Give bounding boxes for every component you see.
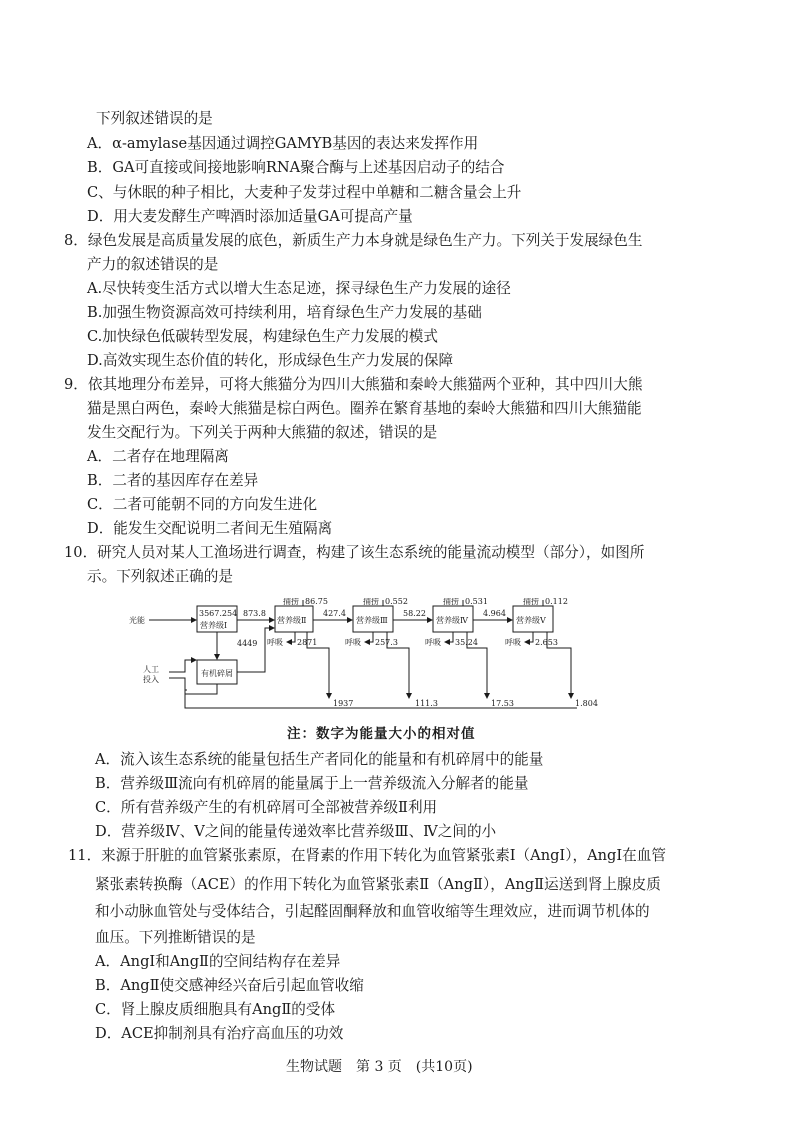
- catch-2-label: 捕捞: [283, 598, 299, 606]
- q9-option-a: A．二者存在地理隔离: [87, 448, 229, 465]
- flow-2-3-value: 427.4: [323, 609, 346, 618]
- q10-stem-line1: 10．研究人员对某人工渔场进行调查，构建了该生态系统的能量流动模型（部分），如图所: [64, 544, 645, 561]
- resp-3-value: 257.3: [375, 638, 398, 647]
- q8-stem-line2: 产力的叙述错误的是: [87, 256, 219, 273]
- resp-3-label: 呼吸: [345, 638, 361, 647]
- catch-4-label: 捕捞: [443, 598, 459, 606]
- input-label-2: 投入: [143, 675, 159, 684]
- q8-option-b: B.加强生物资源高效可持续利用，培育绿色生产力发展的基础: [87, 304, 482, 321]
- det-2-value: 1937: [333, 699, 354, 708]
- input-label-1: 人工: [143, 665, 159, 674]
- input-lower-line: [169, 678, 187, 690]
- resp-2-arrow: [287, 632, 295, 642]
- detritus-to-2-value: 4449: [237, 639, 258, 648]
- q11-stem-line3: 和小动脉血管处与受体结合，引起醛固酮释放和血管收缩等生理效应，进而调节机体的: [95, 903, 650, 920]
- q11-stem-line2: 紧张素转换酶（ACE）的作用下转化为血管紧张素Ⅱ（AngⅡ），AngⅡ运送到肾上腺皮质: [95, 876, 661, 893]
- q9-option-c: C．二者可能朝不同的方向发生进化: [87, 496, 318, 513]
- det-4-value: 17.53: [491, 699, 514, 708]
- q11-option-b: B．AngⅡ使交感神经兴奋后引起血管收缩: [95, 977, 364, 994]
- l1-value: 3567.254: [199, 609, 238, 618]
- q9-option-b: B．二者的基因库存在差异: [87, 472, 259, 489]
- resp-4-label: 呼吸: [425, 638, 441, 647]
- resp-2-label: 呼吸: [267, 638, 283, 647]
- q9-option-d: D．能发生交配说明二者间无生殖隔离: [87, 520, 333, 537]
- det-3-value: 111.3: [415, 699, 438, 708]
- resp-5-label: 呼吸: [505, 638, 521, 647]
- q9-stem-line3: 发生交配行为。下列关于两种大熊猫的叙述，错误的是: [87, 424, 438, 441]
- detritus-loop-line: [185, 684, 217, 694]
- q10-option-c: C．所有营养级产生的有机碎屑可全部被营养级Ⅱ利用: [95, 799, 438, 816]
- input-to-detritus-arrow: [169, 660, 196, 672]
- q7-option-d: D．用大麦发酵生产啤酒时添加适量GA可提高产量: [87, 208, 413, 225]
- q8-option-a: A.尽快转变生活方式以增大生态足迹，探寻绿色生产力发展的途径: [87, 280, 511, 297]
- l3-name: 营养级Ⅲ: [356, 616, 388, 625]
- q7-stem: 下列叙述错误的是: [96, 110, 213, 127]
- q10-option-a: A．流入该生态系统的能量包括生产者同化的能量和有机碎屑中的能量: [95, 751, 544, 768]
- q11-stem-line4: 血压。下列推断错误的是: [95, 929, 256, 946]
- energy-flow-svg: [125, 598, 615, 716]
- diagram-caption: 注：数字为能量大小的相对值: [287, 726, 476, 742]
- det-5-value: 1.804: [575, 699, 598, 708]
- catch-4-value: 0.531: [465, 598, 488, 606]
- q10-option-d: D．营养级Ⅳ、Ⅴ之间的能量传递效率比营养级Ⅲ、Ⅳ之间的小: [95, 823, 497, 840]
- resp-3-arrow: [365, 632, 373, 642]
- q7-option-c: C、与休眠的种子相比，大麦种子发芽过程中单糖和二糖含量会上升: [87, 184, 522, 201]
- catch-5-label: 捕捞: [523, 598, 539, 606]
- resp-4-value: 35.24: [455, 638, 478, 647]
- q9-stem-line2: 猫是黑白两色，秦岭大熊猫是棕白两色。圈养在繁育基地的秦岭大熊猫和四川大熊猫能: [87, 400, 642, 417]
- q11-option-a: A．AngⅠ和AngⅡ的空间结构存在差异: [95, 953, 341, 970]
- q11-stem-line1: 11．来源于肝脏的血管紧张素原，在肾素的作用下转化为血管紧张素Ⅰ（AngⅠ），AngⅠ在血管: [68, 847, 666, 864]
- q7-option-b: B．GA可直接或间接地影响RNA聚合酶与上述基因启动子的结合: [87, 159, 505, 176]
- detritus-return-line: [185, 690, 577, 708]
- flow-1-2-value: 873.8: [243, 609, 266, 618]
- energy-flow-diagram: [125, 598, 615, 716]
- l5-name: 营养级Ⅴ: [516, 616, 546, 625]
- q8-option-c: C.加快绿色低碳转型发展，构建绿色生产力发展的模式: [87, 328, 438, 345]
- resp-5-value: 2.653: [535, 638, 558, 647]
- q10-option-b: B．营养级Ⅲ流向有机碎屑的能量属于上一营养级流入分解者的能量: [95, 775, 529, 792]
- flow-4-5-value: 4.964: [483, 609, 506, 618]
- detritus-to-l2-arrow: [237, 628, 274, 672]
- q11-option-c: C．肾上腺皮质细胞具有AngⅡ的受体: [95, 1001, 336, 1018]
- q10-stem-line2: 示。下列叙述正确的是: [87, 568, 233, 585]
- sunlight-label: 光能: [129, 616, 145, 625]
- q7-option-a: A．α-amylase基因通过调控GAMYB基因的表达来发挥作用: [87, 135, 479, 152]
- resp-2-value: 2871: [297, 638, 318, 647]
- l1-name: 营养级Ⅰ: [200, 621, 228, 630]
- l4-name: 营养级Ⅳ: [436, 616, 468, 625]
- flow-3-4-value: 58.22: [403, 609, 426, 618]
- q8-stem-line1: 8．绿色发展是高质量发展的底色，新质生产力本身就是绿色生产力。下列关于发展绿色生: [64, 232, 643, 249]
- q8-option-d: D.高效实现生态价值的转化，形成绿色生产力发展的保障: [87, 352, 454, 369]
- page-footer: 生物试题 第 3 页 (共10页): [286, 1059, 473, 1075]
- q11-option-d: D．ACE抑制剂具有治疗高血压的功效: [95, 1025, 344, 1042]
- resp-5-arrow: [525, 632, 533, 642]
- resp-4-arrow: [445, 632, 453, 642]
- catch-5-value: 0.112: [545, 598, 568, 606]
- detritus-label: 有机碎屑: [201, 669, 233, 678]
- catch-3-label: 捕捞: [363, 598, 379, 606]
- catch-2-value: 86.75: [305, 598, 328, 606]
- catch-3-value: 0.552: [385, 598, 408, 606]
- q9-stem-line1: 9．依其地理分布差异，可将大熊猫分为四川大熊猫和秦岭大熊猫两个亚种，其中四川大熊: [64, 376, 643, 393]
- l2-name: 营养级Ⅱ: [277, 616, 307, 625]
